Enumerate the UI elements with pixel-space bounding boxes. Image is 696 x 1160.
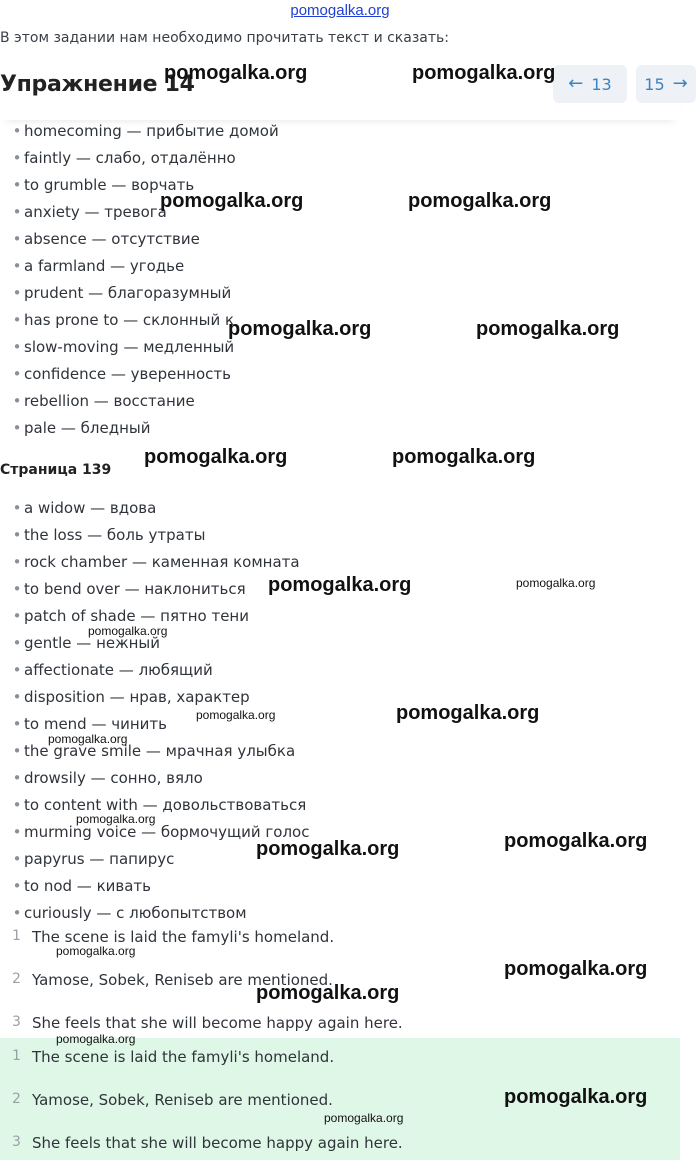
bullet-icon: •	[12, 877, 22, 895]
list-item: • a widow — вдова	[0, 495, 309, 522]
bullet-icon: •	[12, 796, 22, 814]
watermark: pomogalka.org	[396, 702, 540, 724]
list-item: • a farmland — угодье	[0, 253, 279, 280]
next-exercise-label: 15	[644, 74, 665, 94]
bullet-icon: •	[12, 392, 22, 410]
answer-number: 3	[12, 1134, 21, 1150]
vocabulary-list-1	[0, 118, 279, 442]
list-item: • absence — отсутствие	[0, 226, 279, 253]
bullet-icon: •	[12, 338, 22, 356]
answer-text: She feels that she will become happy again here.	[32, 1014, 403, 1032]
list-item: • the grave smile — мрачная улыбка	[0, 738, 309, 765]
list-item: • affectionate — любящий	[0, 657, 309, 684]
list-item: • prudent — благоразумный	[0, 280, 279, 307]
bullet-icon: •	[12, 688, 22, 706]
list-item: • papyrus — папирус	[0, 846, 309, 873]
list-item: • confidence — уверенность	[0, 361, 279, 388]
list-item: • to content with — довольствоваться	[0, 792, 309, 819]
watermark: pomogalka.org	[392, 446, 536, 468]
list-item: • gentle — нежный	[0, 630, 309, 657]
watermark: pomogalka.org	[48, 732, 128, 746]
intro-text: В этом задании нам необходимо прочитать текст и сказать:	[0, 30, 449, 46]
watermark: pomogalka.org	[504, 830, 648, 852]
bullet-icon: •	[12, 742, 22, 760]
watermark: pomogalka.org	[160, 190, 304, 212]
bullet-icon: •	[12, 607, 22, 625]
watermark: pomogalka.org	[256, 982, 400, 1004]
watermark: pomogalka.org	[476, 318, 620, 340]
bullet-icon: •	[12, 419, 22, 437]
prev-exercise-button[interactable]	[553, 65, 627, 103]
list-item: • rebellion — восстание	[0, 388, 279, 415]
watermark: pomogalka.org	[88, 624, 168, 638]
answer-number: 1	[12, 1048, 21, 1064]
watermark: pomogalka.org	[324, 1111, 404, 1125]
bullet-icon: •	[12, 715, 22, 733]
list-item: • anxiety — тревога	[0, 199, 279, 226]
bullet-icon: •	[12, 850, 22, 868]
answer-text: The scene is laid the famyli's homeland.	[32, 928, 335, 946]
bullet-icon: •	[12, 311, 22, 329]
page-heading: Страница 139	[0, 462, 112, 478]
watermark: pomogalka.org	[412, 62, 556, 84]
bullet-icon: •	[12, 526, 22, 544]
watermark: pomogalka.org	[196, 708, 276, 722]
watermark: pomogalka.org	[76, 812, 156, 826]
watermark: pomogalka.org	[164, 62, 308, 84]
bullet-icon: •	[12, 176, 22, 194]
bullet-icon: •	[12, 580, 22, 598]
watermark: pomogalka.org	[504, 1086, 648, 1108]
list-item: • homecoming — прибытие домой	[0, 118, 279, 145]
bullet-icon: •	[12, 769, 22, 787]
bullet-icon: •	[12, 230, 22, 248]
list-item: • rock chamber — каменная комната	[0, 549, 309, 576]
answer-text: She feels that she will become happy again here.	[32, 1134, 403, 1152]
list-item: • the loss — боль утраты	[0, 522, 309, 549]
watermark: pomogalka.org	[408, 190, 552, 212]
list-item: • murming voice — бормочущий голос	[0, 819, 309, 846]
list-item: • drowsily — сонно, вяло	[0, 765, 309, 792]
answer-number: 3	[12, 1014, 21, 1030]
answer-number: 1	[12, 928, 21, 944]
watermark: pomogalka.org	[56, 1032, 136, 1046]
watermark: pomogalka.org	[256, 838, 400, 860]
list-item: • pale — бледный	[0, 415, 279, 442]
bullet-icon: •	[12, 499, 22, 517]
watermark: pomogalka.org	[56, 944, 136, 958]
list-item: • has prone to — склонный к	[0, 307, 279, 334]
list-item: • faintly — слабо, отдалённо	[0, 145, 279, 172]
watermark: pomogalka.org	[516, 576, 596, 590]
list-item: • to grumble — ворчать	[0, 172, 279, 199]
bullet-icon: •	[12, 823, 22, 841]
list-item: • to nod — кивать	[0, 873, 309, 900]
bullet-icon: •	[12, 553, 22, 571]
answer-text: The scene is laid the famyli's homeland.	[32, 1048, 335, 1066]
bullet-icon: •	[12, 257, 22, 275]
arrow-left-icon: ←	[568, 73, 584, 94]
list-item: • curiously — с любопытством	[0, 900, 309, 927]
next-exercise-button[interactable]	[636, 65, 696, 103]
bullet-icon: •	[12, 661, 22, 679]
list-item: • patch of shade — пятно тени	[0, 603, 309, 630]
list-item: • to bend over — наклониться	[0, 576, 309, 603]
list-item: • slow-moving — медленный	[0, 334, 279, 361]
exercise-header	[0, 60, 688, 120]
arrow-right-icon: →	[672, 73, 688, 94]
answer-text: Yamose, Sobek, Reniseb are mentioned.	[32, 971, 333, 989]
watermark: pomogalka.org	[144, 446, 288, 468]
bullet-icon: •	[12, 203, 22, 221]
bullet-icon: •	[12, 634, 22, 652]
bullet-icon: •	[12, 149, 22, 167]
list-item: • disposition — нрав, характер	[0, 684, 309, 711]
list-item: • to mend — чинить	[0, 711, 309, 738]
bullet-icon: •	[12, 904, 22, 922]
watermark: pomogalka.org	[228, 318, 372, 340]
site-link[interactable]: pomogalka.org	[290, 2, 390, 19]
answer-text: Yamose, Sobek, Reniseb are mentioned.	[32, 1091, 333, 1109]
bullet-icon: •	[12, 122, 22, 140]
watermark: pomogalka.org	[268, 574, 412, 596]
watermark: pomogalka.org	[504, 958, 648, 980]
bullet-icon: •	[12, 284, 22, 302]
prev-exercise-label: 13	[591, 74, 612, 94]
page-title: Упражнение 14	[0, 72, 195, 97]
answer-number: 2	[12, 1091, 21, 1107]
bullet-icon: •	[12, 365, 22, 383]
answer-number: 2	[12, 971, 21, 987]
